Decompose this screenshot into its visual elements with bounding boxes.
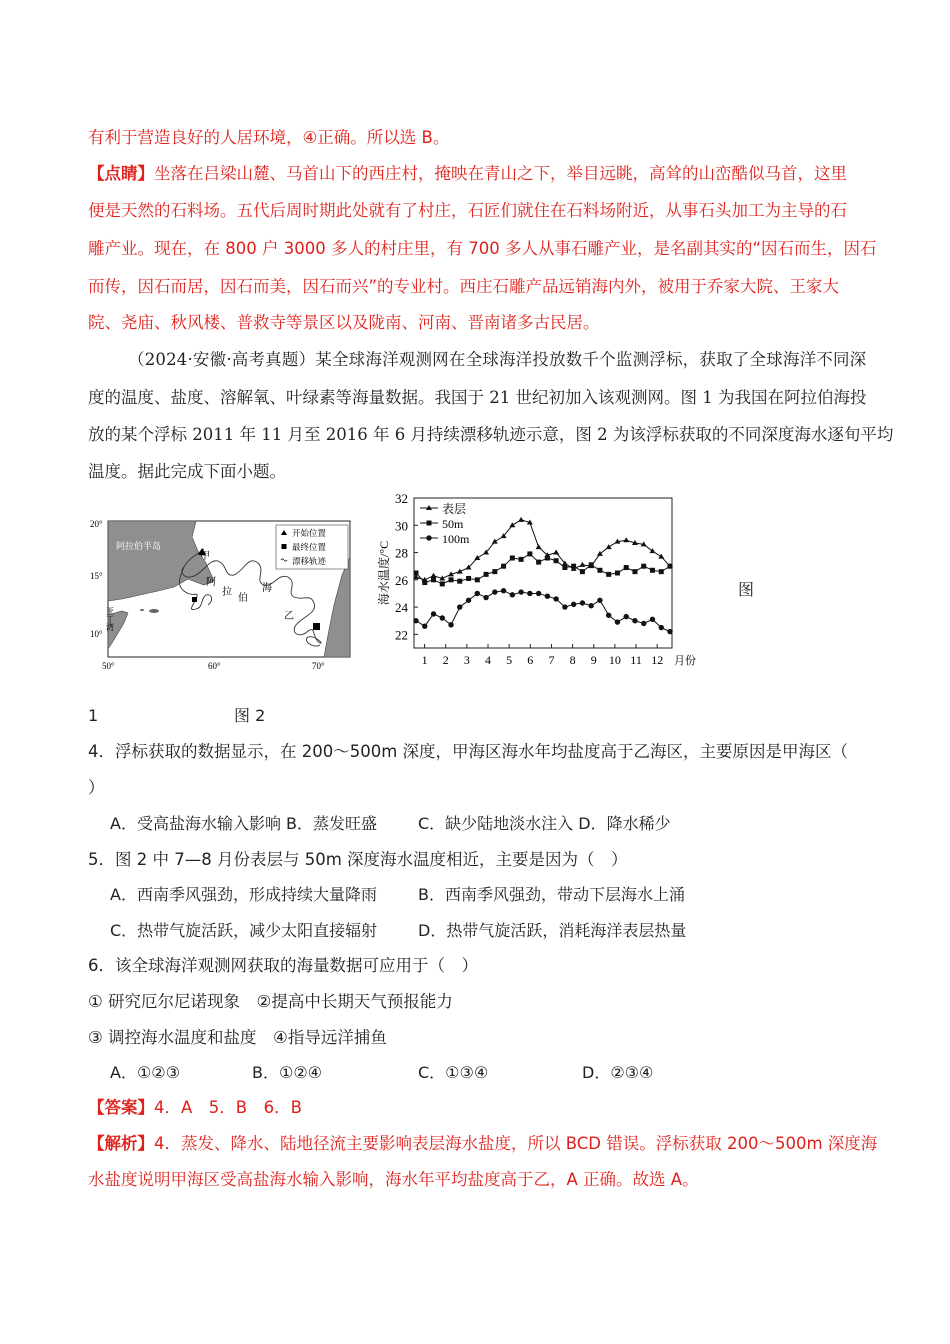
region-b-label: 乙 [284,611,294,622]
q4-option-cd: C．缺少陆地淡水注入 D．降水稀少 [418,814,671,833]
svg-text:拉: 拉 [222,587,232,598]
svg-text:50°: 50° [102,661,115,671]
q6-option-c: C．①③④ [418,1063,489,1082]
q6-item-line-2: ③ 调控海水温度和盐度 ④指导远洋捕鱼 [88,1028,387,1047]
answer-label: 【答案】 [88,1098,154,1117]
tip-line-5: 院、尧庙、秋风楼、普救寺等景区以及陇南、河南、晋南诸多古民居。 [88,313,600,332]
data-point-square [641,564,646,569]
x-tick-label: 6 [527,653,534,667]
svg-text:15°: 15° [90,571,103,581]
q6-option-d: D．②③④ [582,1063,654,1082]
svg-text:伯: 伯 [238,593,248,604]
data-point-circle [571,602,576,607]
data-point-square [668,564,673,569]
data-point-square [536,560,541,565]
data-point-square [466,576,471,581]
q4-stem-cont: ） [88,778,105,797]
data-point-circle [527,591,532,596]
data-point-circle [518,589,523,594]
data-point-square [519,557,524,562]
data-point-square [650,568,655,573]
stem-line-3: 放的某个浮标 2011 年 11 月至 2016 年 6 月持续漂移轨迹示意，图 2 为该浮标获取的不同深度海水逐旬平均 [88,425,894,444]
data-point-square [659,569,664,574]
figure-1-caption: 1 [88,706,99,725]
x-tick-label: 5 [506,653,513,667]
data-point-circle [659,625,664,630]
tip-line-4: 而传，因石而居，因石而美，因石而兴”的专业村。西庄石雕产品远销海内外，被用于乔家大院、王家大 [88,277,840,296]
x-axis-label: 月份 [674,655,696,667]
data-point-circle [501,588,506,593]
data-point-circle [597,598,602,603]
q5-option-a: A．西南季风强劲，形成持续大量降雨 [110,885,377,904]
tip-line-3: 雕产业。现在，在 800 户 3000 多人的村庄里，有 700 多人从事石雕产业，是名副其实的“因石而生，因石 [88,239,877,258]
figure-2-caption: 图 2 [234,706,266,725]
data-point-circle [440,615,445,620]
data-point-circle [650,617,655,622]
x-tick-label: 3 [463,653,470,667]
answer-line [88,1098,868,1118]
q4-option-ab: A．受高盐海水输入影响 B．蒸发旺盛 [110,814,378,833]
x-tick-label: 10 [608,653,621,667]
data-point-circle [580,600,585,605]
data-point-circle [492,589,497,594]
y-tick-label: 24 [395,600,408,616]
y-axis-label: 海水温度/°C [377,540,391,606]
q6-option-b: B．①②④ [252,1063,323,1082]
x-tick-label: 9 [590,653,597,667]
data-point-square [475,577,480,582]
stem-line-4: 温度。据此完成下面小题。 [88,462,286,481]
data-point-circle [483,595,488,600]
data-point-circle [457,604,462,609]
data-point-square [597,568,602,573]
q4-stem: 4．浮标获取的数据显示，在 200～500m 深度，甲海区海水年均盐度高于乙海区，主要原因是甲海区（ [88,742,849,761]
q6-item-line-1: ① 研究厄尔尼诺现象 ②提高中长期天气预报能力 [88,992,453,1011]
data-point-circle [615,619,620,624]
q6-option-a: A．①②③ [110,1063,180,1082]
data-point-square [510,556,515,561]
figure-1-map [88,515,368,675]
data-point-circle [475,591,480,596]
answer-text: 4．A 5．B 6．B [154,1098,302,1117]
data-point-circle [624,614,629,619]
stem-line-2: 度的温度、盐度、溶解氧、叶绿素等海量数据。我国于 21 世纪初加入该观测网。图 1 为我国在阿拉伯海投 [88,388,867,407]
analysis-line-1: 【解析】4．蒸发、降水、陆地径流主要影响表层海水盐度，所以 BCD 错误。浮标获取 200～500m 深度海 [88,1134,878,1153]
data-point-square [545,556,550,561]
data-point-square [606,572,611,577]
svg-text:阿: 阿 [206,577,216,588]
data-point-circle [426,535,431,540]
y-tick-label: 30 [395,518,408,534]
data-point-square [449,577,454,582]
x-tick-label: 4 [485,653,492,667]
figure-2-chart [372,488,702,670]
data-point-square [484,572,489,577]
data-point-square [624,565,629,570]
y-tick-label: 28 [395,545,408,561]
data-point-square [431,577,436,582]
data-point-square [615,571,620,576]
q5-option-c: C．热带气旋活跃，减少太阳直接辐射 [110,921,378,940]
legend-label: 100m [442,532,470,546]
svg-text:60°: 60° [208,661,221,671]
svg-text:20°: 20° [90,519,103,529]
data-point-circle [422,623,427,628]
data-point-square [422,580,427,585]
q5-option-d: D．热带气旋活跃，消耗海洋表层热量 [418,921,687,940]
svg-text:10°: 10° [90,629,103,639]
data-point-circle [536,591,541,596]
tip-line-2: 便是天然的石料场。五代后周时期此处就有了村庄，石匠们就住在石料场附近，从事石头加工为主导的石 [88,201,847,220]
x-tick-label: 1 [421,653,428,667]
data-point-circle [545,593,550,598]
svg-text:70°: 70° [312,661,325,671]
svg-text:海: 海 [262,583,272,594]
figure-caption-fragment: 图 [738,580,755,599]
data-point-square [571,564,576,569]
q6-stem: 6．该全球海洋观测网获取的海量数据可应用于（ ） [88,956,478,975]
land-label: 阿拉伯半岛 [116,541,162,551]
region-a-label: 甲 [200,551,210,562]
x-tick-label: 7 [548,653,555,667]
x-tick-label: 11 [630,653,642,667]
data-point-circle [632,618,637,623]
x-tick-label: 2 [442,653,449,667]
data-point-square [440,581,445,586]
stem-line-1: （2024·安徽·高考真题）某全球海洋观测网在全球海洋投放数千个监测浮标，获取了全球海洋不同深 [128,350,867,369]
data-point-circle [588,603,593,608]
data-point-square [580,569,585,574]
x-tick-label: 12 [651,653,664,667]
end-marker [313,623,320,630]
legend-end-icon [282,544,287,549]
legend-start-label: 开始位置 [292,528,327,538]
analysis-line-2: 水盐度说明甲海区受高盐海水输入影响，海水年平均盐度高于乙，A 正确。故选 A。 [88,1170,699,1189]
q5-option-b: B．西南季风强劲，带动下层海水上涌 [418,885,685,904]
data-point-circle [606,613,611,618]
data-point-circle [413,618,418,623]
data-point-square [554,558,559,563]
legend-label: 50m [442,517,464,531]
data-point-square [632,569,637,574]
data-point-circle [431,611,436,616]
tip-label: 【点睛】 [88,164,154,183]
tip-line-1: 【点睛】坐落在吕梁山麓、马首山下的西庄村，掩映在青山之下，举目远眺，高耸的山峦酷似马首，这里 [88,164,847,183]
data-point-circle [448,622,453,627]
data-point-square [457,579,462,584]
data-point-circle [466,598,471,603]
y-tick-label: 26 [395,572,408,588]
socotra-island [149,609,159,613]
y-tick-label: 32 [395,491,408,506]
data-point-circle [510,592,515,597]
data-point-square [427,521,432,526]
data-point-square [501,564,506,569]
gulf-label: 亚丁湾 [105,607,115,631]
data-point-circle [641,621,646,626]
data-point-square [589,562,594,567]
data-point-square [414,571,419,576]
analysis-prev-line: 有利于营造良好的人居环境，④正确。所以选 B。 [88,128,450,147]
analysis-label: 【解析】 [88,1134,154,1153]
data-point-circle [553,596,558,601]
legend-end-label: 最终位置 [292,542,327,552]
data-point-square [562,565,567,570]
data-point-circle [562,604,567,609]
x-tick-label: 8 [569,653,576,667]
data-point-circle [667,629,672,634]
q5-stem: 5．图 2 中 7—8 月份表层与 50m 深度海水温度相近，主要是因为（ ） [88,850,628,869]
data-point-square [527,551,532,556]
legend-trajectory-label: 漂移轨迹 [292,556,327,566]
legend-label: 表层 [442,502,467,516]
data-point-square [492,569,497,574]
y-tick-label: 22 [395,627,408,643]
